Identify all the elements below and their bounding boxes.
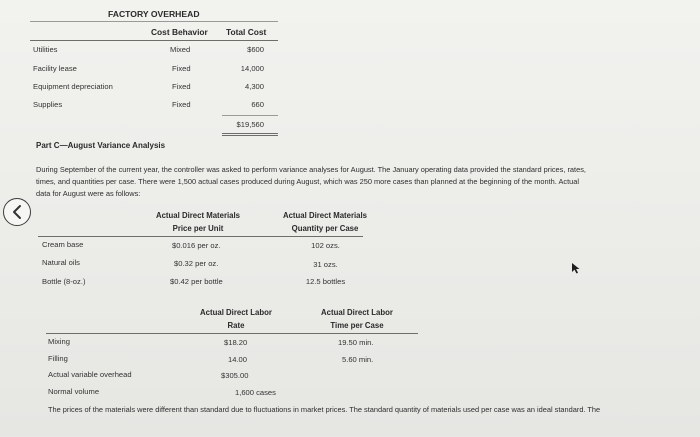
col-cost-behavior: Cost Behavior xyxy=(151,27,208,37)
overhead-behavior: Fixed xyxy=(172,100,191,109)
overhead-item: Supplies xyxy=(33,100,63,109)
materials-item: Natural oils xyxy=(42,258,80,267)
total-double-rule-2 xyxy=(222,135,278,136)
overhead-label: Actual variable overhead xyxy=(48,370,132,379)
labor-header-rule xyxy=(46,333,418,334)
col-materials-price-2: Price per Unit xyxy=(172,224,224,233)
materials-header-rule xyxy=(38,236,363,237)
overhead-item: Utilities xyxy=(33,45,58,54)
overhead-total: $19,560 xyxy=(236,120,264,129)
overhead-header-rule xyxy=(30,40,278,41)
factory-overhead-title: FACTORY OVERHEAD xyxy=(108,9,200,19)
chevron-left-icon xyxy=(10,204,24,220)
materials-price: $0.32 per oz. xyxy=(174,259,219,268)
labor-item: Filling xyxy=(48,354,68,363)
col-labor-time-2: Time per Case xyxy=(330,321,384,330)
overhead-value: $305.00 xyxy=(221,371,249,380)
part-c-paragraph-line: During September of the current year, the controller was asked to perform variance analyses for August. The January operating data provided the standard prices, rates, xyxy=(36,165,586,174)
overhead-cost: $600 xyxy=(247,45,264,54)
overhead-behavior: Fixed xyxy=(172,82,191,91)
col-total-cost: Total Cost xyxy=(226,27,267,37)
materials-price: $0.016 per oz. xyxy=(172,241,221,250)
part-c-paragraph-line: data for August were as follows: xyxy=(36,189,141,198)
col-materials-qty-2: Quantity per Case xyxy=(291,224,359,233)
back-button[interactable] xyxy=(3,198,31,226)
col-labor-rate-1: Actual Direct Labor xyxy=(200,308,272,317)
overhead-cost: 14,000 xyxy=(240,64,264,73)
materials-qty: 102 ozs. xyxy=(311,241,340,250)
col-materials-qty-1: Actual Direct Materials xyxy=(282,211,368,220)
labor-time: 19.50 min. xyxy=(338,338,374,347)
materials-qty: 12.5 bottles xyxy=(305,277,346,286)
overhead-item: Facility lease xyxy=(33,64,77,73)
labor-rate: $18.20 xyxy=(224,338,248,347)
labor-rate: 14.00 xyxy=(228,355,248,364)
total-double-rule-1 xyxy=(222,133,278,134)
normal-volume-value: 1,600 cases xyxy=(235,388,276,397)
materials-qty: 31 ozs. xyxy=(313,260,338,269)
col-labor-time-1: Actual Direct Labor xyxy=(321,308,393,317)
overhead-cost: 660 xyxy=(251,100,264,109)
overhead-behavior: Fixed xyxy=(172,64,191,73)
col-materials-price-1: Actual Direct Materials xyxy=(155,211,241,220)
part-c-heading: Part C—August Variance Analysis xyxy=(36,141,166,150)
overhead-behavior: Mixed xyxy=(170,45,191,54)
labor-time: 5.60 min. xyxy=(342,355,374,364)
mouse-pointer-icon xyxy=(571,262,581,274)
col-labor-rate-2: Rate xyxy=(227,321,245,330)
footer-paragraph: The prices of the materials were different than standard due to fluctuations in market prices. The standard quantity of materials used per case was an ideal standard. The xyxy=(48,405,601,414)
normal-volume-label: Normal volume xyxy=(48,387,100,396)
materials-price: $0.42 per bottle xyxy=(170,277,223,286)
materials-item: Cream base xyxy=(42,240,84,249)
overhead-cost: 4,300 xyxy=(244,82,264,91)
overhead-top-rule xyxy=(30,21,278,22)
total-rule xyxy=(222,115,278,116)
part-c-paragraph-line: times, and quantities per case. There were 1,500 actual cases produced during August, which was 250 more cases than planned at the beginning of the month. Actual xyxy=(36,177,580,186)
overhead-item: Equipment depreciation xyxy=(33,82,113,91)
labor-item: Mixing xyxy=(48,337,70,346)
materials-item: Bottle (8-oz.) xyxy=(42,277,86,286)
